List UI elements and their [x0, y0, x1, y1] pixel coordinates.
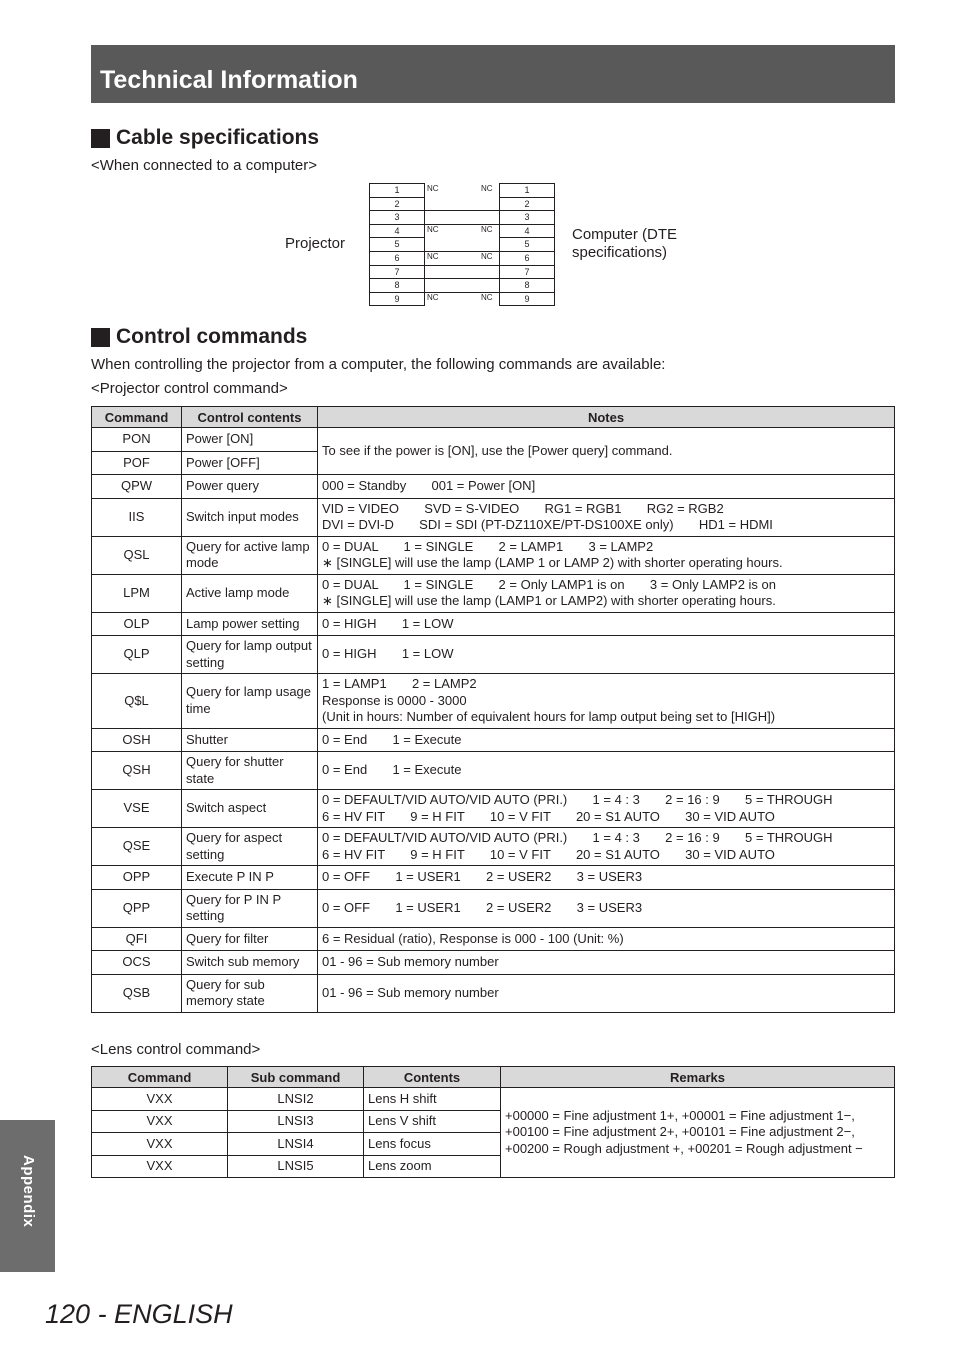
command-cell: OSH [92, 728, 182, 752]
pin-number: 5 [500, 238, 554, 252]
remark-line: +00200 = Rough adjustment +, +00201 = Rough adjustment − [505, 1140, 863, 1156]
pin-number: 1 [500, 184, 554, 198]
content-cell: Lens focus [364, 1133, 501, 1156]
cable-spec-heading-text: Cable specifications [116, 126, 320, 149]
column-header: Sub command [228, 1067, 364, 1088]
content-cell: Power [OFF] [182, 451, 318, 475]
pin-number: 8 [500, 279, 554, 293]
wire-line [423, 210, 499, 211]
notes-cell [318, 428, 895, 475]
command-cell: OCS [92, 951, 182, 975]
note-line: 0 = OFF 1 = USER1 2 = USER2 3 = USER3 [322, 899, 643, 915]
table-header-row [92, 407, 895, 428]
content-cell: Switch input modes [182, 498, 318, 536]
notes-cell [318, 636, 895, 674]
table-row [92, 752, 895, 790]
pin-number: 6 [500, 252, 554, 266]
nc-label: NC [427, 252, 439, 261]
content-cell: Query for filter [182, 927, 318, 951]
table-row [92, 536, 895, 574]
note-line: 6 = Residual (ratio), Response is 000 - 100 (Unit: %) [322, 930, 624, 946]
remark-line: +00100 = Fine adjustment 2+, +00101 = Fine adjustment 2−, [505, 1124, 855, 1140]
pin-number: 8 [370, 279, 424, 293]
command-cell: Q$L [92, 674, 182, 729]
table-row [92, 927, 895, 951]
table-row [92, 612, 895, 636]
nc-label: NC [481, 292, 493, 302]
page-title: Technical Information [100, 66, 358, 94]
notes-cell [318, 574, 895, 612]
note-line: VID = VIDEO SVD = S-VIDEO RG1 = RGB1 RG2 = RGB2 [322, 500, 724, 516]
nc-label: NC [427, 224, 439, 234]
content-cell: Query for P IN P setting [182, 889, 318, 927]
command-cell: VXX [92, 1155, 228, 1178]
content-cell: Query for active lamp mode [182, 536, 318, 574]
column-header: Notes [318, 407, 895, 428]
note-line: 0 = End 1 = Execute [322, 731, 462, 747]
command-cell: POF [92, 451, 182, 475]
square-bullet-icon [91, 129, 110, 148]
content-cell: Switch aspect [182, 790, 318, 828]
table-row [92, 1088, 895, 1111]
command-cell: OLP [92, 612, 182, 636]
command-cell: QPW [92, 475, 182, 499]
lens-control-table [91, 1066, 895, 1178]
command-cell: QSB [92, 974, 182, 1012]
nc-label: NC [481, 224, 493, 234]
cable-spec-heading [91, 125, 319, 151]
pin-number: 2 [370, 198, 424, 212]
projector-label: Projector [285, 235, 346, 252]
square-bullet-icon [91, 328, 110, 347]
content-cell: Lens V shift [364, 1110, 501, 1133]
pin-number: 9 [500, 293, 554, 307]
note-line: 0 = HIGH 1 = LOW [322, 615, 454, 631]
notes-cell [318, 889, 895, 927]
column-header: Remarks [501, 1067, 895, 1088]
nc-label: NC [427, 292, 439, 302]
command-cell: QSL [92, 536, 182, 574]
note-line: 01 - 96 = Sub memory number [322, 954, 499, 969]
content-cell: Query for shutter state [182, 752, 318, 790]
notes-cell [318, 951, 895, 975]
table-row [92, 974, 895, 1012]
content-cell: Query for aspect setting [182, 828, 318, 866]
computer-pin-column [499, 183, 555, 306]
note-line: 01 - 96 = Sub memory number [322, 984, 499, 1000]
table-header-row [92, 1067, 895, 1088]
notes-cell [318, 752, 895, 790]
command-cell: QSE [92, 828, 182, 866]
pin-number: 4 [370, 225, 424, 239]
pin-number: 7 [500, 266, 554, 280]
command-cell: OPP [92, 866, 182, 890]
note-line: ∗ [SINGLE] will use the lamp (LAMP 1 or LAMP 2) with shorter operating hours. [322, 555, 783, 570]
note-line: 0 = DEFAULT/VID AUTO/VID AUTO (PRI.) 1 = 4 : 3 2 = 16 : 9 5 = THROUGH [322, 830, 833, 845]
note-line: 0 = DUAL 1 = SINGLE 2 = Only LAMP1 is on 3 = Only LAMP2 is on [322, 576, 776, 592]
projector-pin-column [369, 183, 425, 306]
pin-number: 9 [370, 293, 424, 307]
control-intro: When controlling the projector from a computer, the following commands are available: [91, 356, 666, 373]
sub-command-cell: LNSI2 [228, 1088, 364, 1111]
note-line: 0 = End 1 = Execute [322, 762, 462, 778]
nc-label: NC [427, 184, 439, 193]
nc-label: NC [481, 252, 493, 261]
column-header: Command [92, 407, 182, 428]
notes-cell [318, 728, 895, 752]
header-bar [91, 45, 895, 103]
column-header: Control contents [182, 407, 318, 428]
notes-cell [318, 866, 895, 890]
pin-number: 7 [370, 266, 424, 280]
cable-subtitle: <When connected to a computer> [91, 157, 317, 174]
sub-command-cell: LNSI3 [228, 1110, 364, 1133]
wire-line [423, 292, 499, 293]
computer-label: Computer (DTE specifications) [572, 226, 678, 261]
command-cell: IIS [92, 498, 182, 536]
notes-cell [318, 674, 895, 729]
notes-cell [318, 828, 895, 866]
content-cell: Active lamp mode [182, 574, 318, 612]
remarks-cell [501, 1088, 895, 1178]
notes-cell [318, 927, 895, 951]
column-header: Command [92, 1067, 228, 1088]
notes-cell [318, 536, 895, 574]
sub-command-cell: LNSI4 [228, 1133, 364, 1156]
wire-line [423, 265, 499, 266]
content-cell: Lens zoom [364, 1155, 501, 1178]
command-cell: QPP [92, 889, 182, 927]
note-line: ∗ [SINGLE] will use the lamp (LAMP1 or LAMP2) with shorter operating hours. [322, 593, 776, 608]
sub-command-cell: LNSI5 [228, 1155, 364, 1178]
content-cell: Shutter [182, 728, 318, 752]
note-line: 0 = OFF 1 = USER1 2 = USER2 3 = USER3 [322, 869, 643, 884]
note-line: To see if the power is [ON], use the [Power query] command. [322, 442, 673, 458]
pin-number: 2 [500, 198, 554, 212]
table-row [92, 951, 895, 975]
note-line: Response is 0000 - 3000 [322, 692, 467, 708]
command-cell: VXX [92, 1133, 228, 1156]
command-cell: QFI [92, 927, 182, 951]
page-number-value: 120 [45, 1299, 91, 1329]
note-line: (Unit in hours: Number of equivalent hours for lamp output being set to [HIGH]) [322, 709, 776, 724]
content-cell: Power query [182, 475, 318, 499]
content-cell: Query for lamp output setting [182, 636, 318, 674]
control-commands-heading [91, 324, 307, 350]
notes-cell [318, 612, 895, 636]
note-line: 0 = DUAL 1 = SINGLE 2 = LAMP1 3 = LAMP2 [322, 538, 654, 554]
table-row [92, 889, 895, 927]
notes-cell [318, 790, 895, 828]
content-cell: Power [ON] [182, 428, 318, 452]
table-row [92, 428, 895, 452]
note-line: 1 = LAMP1 2 = LAMP2 [322, 676, 477, 691]
wire-line [423, 251, 499, 252]
note-line: 000 = Standby 001 = Power [ON] [322, 478, 536, 493]
wire-line [423, 278, 499, 279]
table-row [92, 498, 895, 536]
notes-cell [318, 974, 895, 1012]
notes-cell [318, 498, 895, 536]
content-cell: Query for sub memory state [182, 974, 318, 1012]
pin-number: 5 [370, 238, 424, 252]
command-cell: QSH [92, 752, 182, 790]
table-row [92, 674, 895, 729]
command-cell: PON [92, 428, 182, 452]
table-row [92, 728, 895, 752]
table-row [92, 636, 895, 674]
table-row [92, 475, 895, 499]
content-cell: Execute P IN P [182, 866, 318, 890]
control-commands-heading-text: Control commands [116, 325, 308, 348]
content-cell: Switch sub memory [182, 951, 318, 975]
note-line: 6 = HV FIT 9 = H FIT 10 = V FIT 20 = S1 AUTO 30 = VID AUTO [322, 808, 775, 824]
note-line: DVI = DVI-D SDI = SDI (PT-DZ110XE/PT-DS100XE only) HD1 = HDMI [322, 517, 773, 532]
command-cell: VXX [92, 1110, 228, 1133]
projector-control-table [91, 406, 895, 1013]
table-row [92, 828, 895, 866]
nc-label: NC [481, 184, 493, 193]
pin-number: 3 [500, 211, 554, 225]
pin-number: 3 [370, 211, 424, 225]
pin-number: 1 [370, 184, 424, 198]
note-line: 0 = HIGH 1 = LOW [322, 646, 454, 662]
note-line: 6 = HV FIT 9 = H FIT 10 = V FIT 20 = S1 AUTO 30 = VID AUTO [322, 846, 775, 862]
content-cell: Lens H shift [364, 1088, 501, 1111]
command-cell: QLP [92, 636, 182, 674]
projector-control-subtitle: <Projector control command> [91, 380, 288, 397]
appendix-tab-label: Appendix [20, 1155, 37, 1228]
page-language: - ENGLISH [90, 1299, 233, 1329]
command-cell: VSE [92, 790, 182, 828]
table-row [92, 790, 895, 828]
table-row [92, 866, 895, 890]
note-line: 0 = DEFAULT/VID AUTO/VID AUTO (PRI.) 1 = 4 : 3 2 = 16 : 9 5 = THROUGH [322, 792, 833, 807]
wire-line [423, 224, 499, 225]
lens-control-subtitle: <Lens control command> [91, 1041, 261, 1058]
notes-cell [318, 475, 895, 499]
command-cell: LPM [92, 574, 182, 612]
column-header: Contents [364, 1067, 501, 1088]
remark-line: +00000 = Fine adjustment 1+, +00001 = Fine adjustment 1−, [505, 1107, 855, 1123]
content-cell: Query for lamp usage time [182, 674, 318, 729]
table-row [92, 574, 895, 612]
command-cell: VXX [92, 1088, 228, 1111]
content-cell: Lamp power setting [182, 612, 318, 636]
pin-number: 4 [500, 225, 554, 239]
pin-number: 6 [370, 252, 424, 266]
page-number [45, 1297, 233, 1331]
